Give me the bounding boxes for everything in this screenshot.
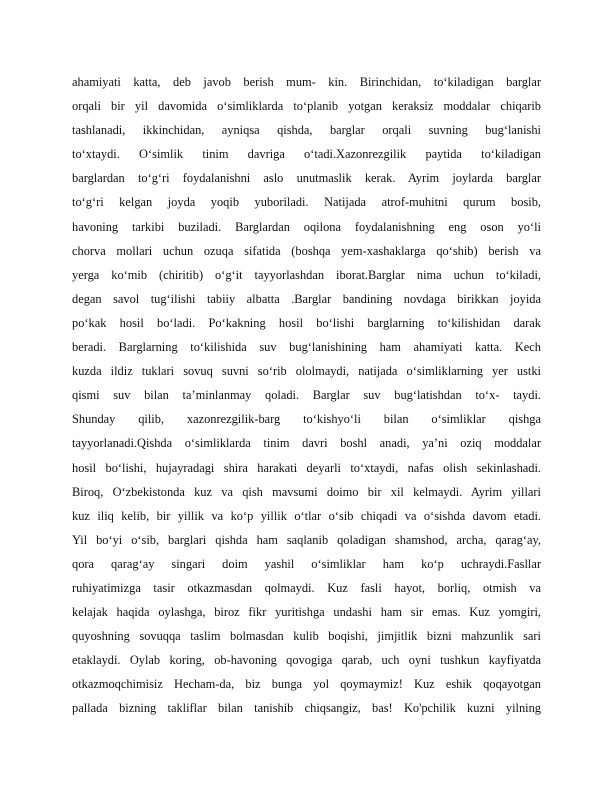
text-line: hosil bo‘lishi, hujayradagi shira harakati deyarli to‘xtaydi, nafas olish sekinlashadi. <box>72 460 541 475</box>
text-line: degan savol tug‘ilishi tabiiy albatta .Barglar bandining novdaga birikkan joyida <box>72 291 541 306</box>
text-line: ahamiyati katta, deb javob berish mum- kin. Birinchidan, to‘kiladigan barglar <box>72 75 541 89</box>
text-line: chorva mollari uchun ozuqa sifatida (boshqa yem-xashaklarga qo‘shib) berish va <box>72 243 541 258</box>
text-line: pallada bizning takliflar bilan tanishib chiqsangiz, bas! Ko'pchilik kuzni yilning <box>72 701 541 716</box>
text-line: po‘kak hosil bo‘ladi. Po‘kakning hosil bo‘lishi barglarning to‘kilishidan darak <box>72 315 541 330</box>
text-line: beradi. Barglarning to‘kilishida suv bug‘lanishining ham ahamiyati katta. Kech <box>72 340 541 355</box>
text-line: orqali bir yil davomida o‘simliklarda to‘planib yotgan keraksiz moddalar chiqarib <box>72 99 541 114</box>
text-line: Shunday qilib, xazonrezgilik-barg to‘kishyo‘li bilan o‘simliklar qishga <box>72 412 541 427</box>
text-line: kelajak haqida oylashga, biroz fikr yuritishga undashi ham sir emas. Kuz yomgiri, <box>72 605 541 620</box>
text-line: etaklaydi. Oylab koring, ob-havoning qovogiga qarab, uch oyni tushkun kayfiyatda <box>72 653 541 668</box>
document-page <box>72 70 541 721</box>
text-line: to‘xtaydi. O‘simlik tinim davriga o‘tadi.Xazonrezgilik paytida to‘kiladigan <box>72 147 541 162</box>
text-line: barglardan to‘g‘ri foydalanishni aslo unutmaslik kerak. Ayrim joylarda barglar <box>72 171 541 186</box>
text-line: to‘g‘ri kelgan joyda yoqib yuboriladi. Natijada atrof-muhitni qurum bosib, <box>72 195 541 210</box>
text-line: tayyorlanadi.Qishda o‘simliklarda tinim davri boshl anadi, ya’ni oziq moddalar <box>72 436 541 451</box>
text-line: otkazmoqchimisiz Hecham-da, biz bunga yol qoymaymiz! Kuz eshik qoqayotgan <box>72 677 541 692</box>
text-line: qora qarag‘ay singari doim yashil o‘simliklar ham ko‘p uchraydi.Fasllar <box>72 556 541 571</box>
text-line: qismi suv bilan ta’minlanmay qoladi. Barglar suv bug‘latishdan to‘x- taydi. <box>72 388 541 403</box>
text-line: Yil bo‘yi o‘sib, barglari qishda ham saqlanib qoladigan shamshod, archa, qarag‘ay, <box>72 532 541 547</box>
text-line: kuzda ildiz tuklari sovuq suvni so‘rib ololmaydi, natijada o‘simliklarning yer ustki <box>72 364 541 379</box>
text-line: yerga ko‘mib (chiritib) o‘g‘it tayyorlashdan iborat.Barglar nima uchun to‘kiladi, <box>72 267 541 282</box>
text-line: tashlanadi, ikkinchidan, ayniqsa qishda, barglar orqali suvning bug‘lanishi <box>72 123 541 138</box>
text-line: ruhiyatimizga tasir otkazmasdan qolmaydi. Kuz fasli hayot, borliq, otmish va <box>72 580 541 595</box>
text-line: quyoshning sovuqqa taslim bolmasdan kulib boqishi, jimjitlik bizni mahzunlik sari <box>72 629 541 644</box>
text-line: kuz iliq kelib, bir yillik va ko‘p yillik o‘tlar o‘sib chiqadi va o‘sishda davom etadi. <box>72 508 541 523</box>
text-line: havoning tarkibi buziladi. Barglardan oqilona foydalanishning eng oson yo‘li <box>72 219 541 234</box>
text-line: Biroq, O‘zbekistonda kuz va qish mavsumi doimo bir xil kelmaydi. Ayrim yillari <box>72 484 541 499</box>
